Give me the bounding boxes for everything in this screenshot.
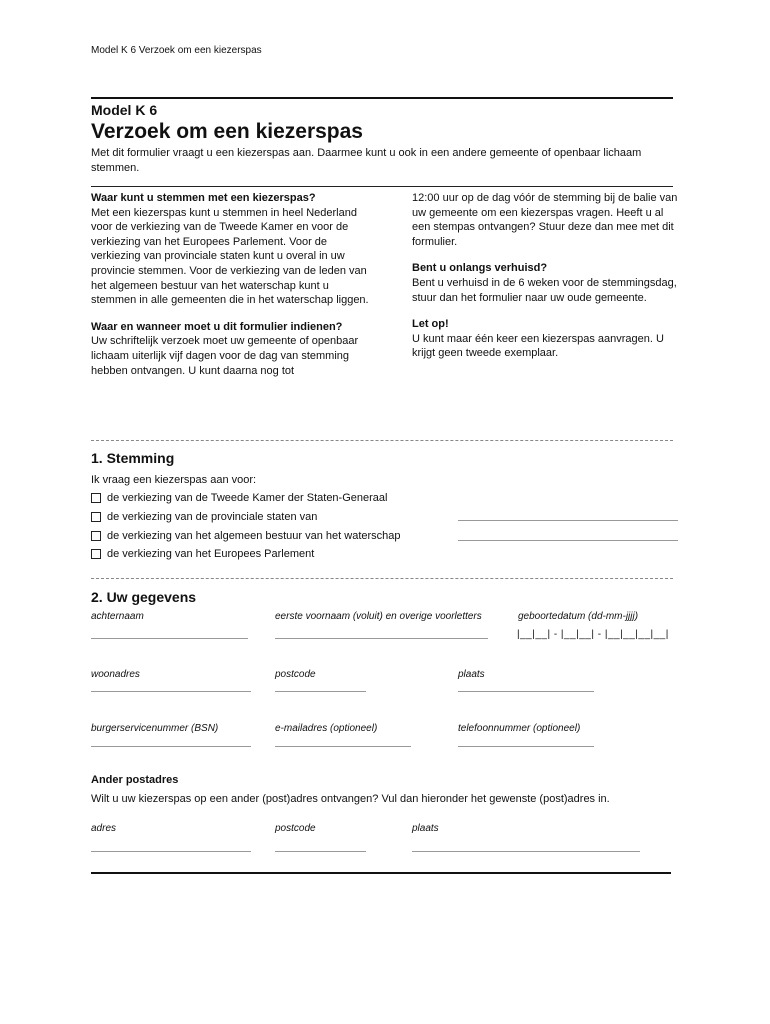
option-tweede-kamer[interactable] bbox=[91, 490, 387, 505]
label-achternaam: achternaam bbox=[91, 611, 144, 622]
waterschap-input-line[interactable] bbox=[458, 540, 678, 541]
postadres-text: Wilt u uw kiezerspas op een ander (post)adres ontvangen? Vul dan hieronder het gewenste (post)adres in. bbox=[91, 793, 610, 805]
post-postcode-input-line[interactable] bbox=[275, 851, 366, 852]
voornaam-input-line[interactable] bbox=[275, 638, 488, 639]
post-plaats-input-line[interactable] bbox=[412, 851, 640, 852]
info-heading: Let op! bbox=[412, 318, 449, 331]
running-header: Model K 6 Verzoek om een kiezerspas bbox=[91, 45, 262, 56]
stemming-label: Ik vraag een kiezerspas aan voor: bbox=[91, 474, 257, 486]
info-text: Bent u verhuisd in de 6 weken voor de stemmingsdag, stuur dan het formulier naar uw oude gemeente. bbox=[412, 276, 677, 304]
option-label: de verkiezing van de provinciale staten van bbox=[107, 510, 318, 523]
info-column-left bbox=[91, 191, 376, 390]
divider bbox=[91, 97, 673, 99]
info-block bbox=[91, 320, 376, 378]
option-waterschap[interactable] bbox=[91, 528, 401, 543]
label-postcode: postcode bbox=[275, 669, 316, 680]
option-provinciale-staten[interactable] bbox=[91, 509, 317, 524]
divider bbox=[91, 440, 673, 441]
label-woonadres: woonadres bbox=[91, 669, 140, 680]
label-post-postcode: postcode bbox=[275, 823, 316, 834]
info-text: 12:00 uur op de dag vóór de stemming bij de balie van uw gemeente om een kiezerspas vragen. Heeft u al een stempas ontvangen? Stuur deze dan mee met dit formulier. bbox=[412, 192, 678, 248]
geboortedatum-input[interactable]: |__|__| - |__|__| - |__|__|__|__| bbox=[517, 629, 669, 640]
info-text: Uw schriftelijk verzoek moet uw gemeente of openbaar lichaam uiterlijk vijf dagen voor de dag van stemming hebben ontvangen. U kunt daarna nog tot bbox=[91, 335, 359, 377]
option-europees-parlement[interactable] bbox=[91, 546, 314, 561]
intro-text: Met dit formulier vraagt u een kiezerspas aan. Daarmee kunt u ook in een andere gemeente of openbaar lichaam stemmen. bbox=[91, 147, 642, 174]
form-model-number: Model K 6 bbox=[91, 102, 158, 118]
divider bbox=[91, 578, 673, 579]
section-heading-stemming: 1. Stemming bbox=[91, 450, 175, 466]
option-label: de verkiezing van het algemeen bestuur van het waterschap bbox=[107, 529, 401, 542]
bsn-input-line[interactable] bbox=[91, 746, 251, 747]
adres-input-line[interactable] bbox=[91, 851, 251, 852]
checkbox[interactable] bbox=[91, 512, 101, 522]
divider bbox=[91, 186, 673, 187]
section-heading-gegevens: 2. Uw gegevens bbox=[91, 589, 197, 605]
checkbox[interactable] bbox=[91, 493, 101, 503]
info-block bbox=[91, 191, 376, 308]
divider bbox=[91, 872, 671, 874]
checkbox[interactable] bbox=[91, 531, 101, 541]
label-email: e-mailadres (optioneel) bbox=[275, 723, 378, 734]
plaats-input-line[interactable] bbox=[458, 691, 594, 692]
achternaam-input-line[interactable] bbox=[91, 638, 248, 639]
label-voornaam: eerste voornaam (voluit) en overige voorletters bbox=[275, 611, 482, 622]
postadres-heading: Ander postadres bbox=[91, 774, 179, 786]
option-label: de verkiezing van het Europees Parlement bbox=[107, 547, 315, 560]
woonadres-input-line[interactable] bbox=[91, 691, 251, 692]
label-plaats: plaats bbox=[458, 669, 485, 680]
telefoon-input-line[interactable] bbox=[458, 746, 594, 747]
info-text: U kunt maar één keer een kiezerspas aanvragen. U krijgt geen tweede exemplaar. bbox=[412, 332, 664, 360]
provincie-input-line[interactable] bbox=[458, 520, 678, 521]
info-column-right bbox=[412, 191, 682, 373]
label-bsn: burgerservicenummer (BSN) bbox=[91, 723, 219, 734]
postcode-input-line[interactable] bbox=[275, 691, 366, 692]
label-adres: adres bbox=[91, 823, 117, 834]
label-post-plaats: plaats bbox=[412, 823, 439, 834]
info-heading: Bent u onlangs verhuisd? bbox=[412, 262, 548, 275]
option-label: de verkiezing van de Tweede Kamer der Staten-Generaal bbox=[107, 491, 388, 504]
email-input-line[interactable] bbox=[275, 746, 411, 747]
label-geboortedatum: geboortedatum (dd-mm-jjjj) bbox=[518, 611, 639, 622]
page-title: Verzoek om een kiezerspas bbox=[91, 120, 363, 143]
label-telefoon: telefoonnummer (optioneel) bbox=[458, 723, 581, 734]
info-text: Met een kiezerspas kunt u stemmen in heel Nederland voor de verkiezing van de Tweede Kamer en voor de verkiezing van het Europees Parlement. Voor de verkiezing van provinciale staten kunt u overal in uw provincie stemmen. Voor de verkiezing van de leden van het algemeen bestuur van het waterschap kunt u stemmen in alle gemeenten die in het waterschap liggen. bbox=[91, 206, 369, 307]
info-heading: Waar kunt u stemmen met een kiezerspas? bbox=[91, 192, 316, 204]
info-block bbox=[412, 261, 682, 305]
info-heading: Waar en wanneer moet u dit formulier indienen? bbox=[91, 320, 343, 333]
info-block bbox=[412, 317, 682, 361]
checkbox[interactable] bbox=[91, 549, 101, 559]
